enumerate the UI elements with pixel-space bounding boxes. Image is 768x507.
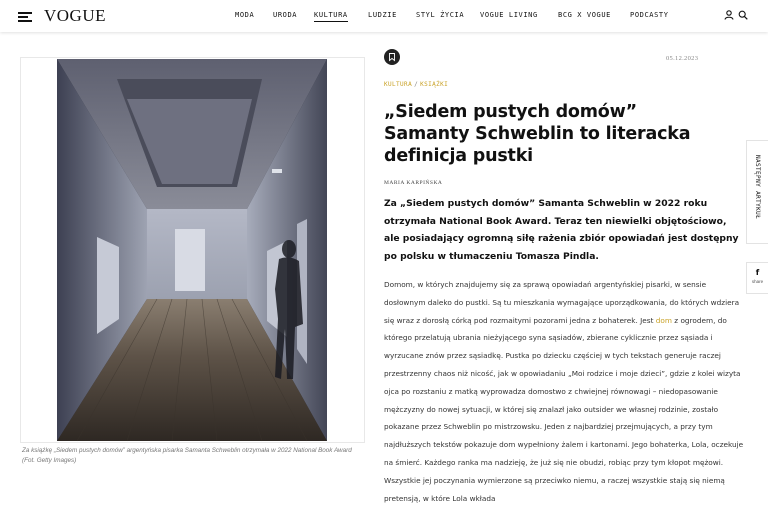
header-icons (724, 10, 748, 20)
bookmark-icon (389, 53, 395, 61)
nav-item-podcasty[interactable]: PODCASTY (630, 11, 669, 19)
bookmark-button[interactable] (384, 49, 400, 65)
user-icon[interactable] (724, 10, 734, 20)
next-article-tab[interactable] (746, 140, 768, 244)
share-label: share (751, 279, 764, 284)
facebook-icon: f (755, 268, 760, 277)
nav-item-uroda[interactable]: URODA (273, 11, 298, 19)
next-article-label: NASTĘPNY ARTYKUŁ (754, 155, 761, 220)
breadcrumb (384, 81, 448, 88)
search-icon[interactable] (738, 10, 748, 20)
body-text-part: z ogrodem, do którego przelatują ubrania nieżyjącego syna sąsiadów, zbierane cyklicznie przez sąsiada i wyrzucane znów przez sąsiadkę. Pustka po dziecku częściej w tych tekstach generuje raczej przestrzenny chaos niż nicość, jak w opowiadaniu „Moi rodzice i moje dzieci”, gdzie z kolei wizyta ojca po rozstaniu z matką wyprowadza domostwo z chwiejnej równowagi – niedopasowanie mężczyzny do nowej sytuacji, w której się znalazł jako outsider we własnej rodzinie, zostało pokazane przez Schweblin po mistrzowsku. Jeden z najbardziej przejmujących, a przy tym najdłuższych tekstów pokazuje dom wypełniony żalem i kartonami. Jego bohaterka, Lola, oczekuje na śmierć. Każdego ranka ma nadzieję, że już się nie obudzi, robiąc przy tym kłopot mężowi. Wszystkie jej poczynania wymierzone są przeciwko niemu, a raczej wszystkie stają się niemą pretensją, w które Lola wkłada (384, 315, 744, 503)
breadcrumb-separator: / (414, 81, 419, 88)
site-logo[interactable]: VOGUE (44, 6, 106, 25)
article-author[interactable]: MARIA KARPIŃSKA (384, 180, 443, 186)
nav-item-bcg-x-vogue[interactable]: BCG X VOGUE (558, 11, 611, 19)
nav-item-moda[interactable]: MODA (235, 11, 255, 19)
publish-date: 05.12.2023 (666, 55, 699, 62)
article-lead: Za „Siedem pustych domów” Samanta Schweblin w 2022 roku otrzymała National Book Award. Teraz ten niewielki objętościowo, ale posiadający ogromną siłę rażenia zbiór opowiadań jest dostępny po polsku w tłumaczeniu Tomasza Pindla. (384, 198, 739, 262)
breadcrumb-ksiazki[interactable]: KSIĄŻKI (420, 81, 449, 88)
share-facebook-button[interactable] (746, 262, 768, 294)
body-text-part: Domom, w których znajdujemy się za sprawą opowiadań argentyńskiej pisarki, w sensie dosłownym daleko do pustki. Są tu mieszkania wymagające uporządkowania, do których wdziera się wraz z dorosłą córką pod rozmaitymi pozorami jedna z bohaterek. Jest (384, 280, 740, 325)
inline-link-dom[interactable]: dom (655, 315, 672, 325)
nav-item-kultura[interactable]: KULTURA (314, 11, 348, 22)
image-caption: Za książkę „Siedem pustych domów” argentyńska pisarka Samanta Schweblin otrzymała w 2022 National Book Award (Fot. Getty Images) (22, 447, 352, 464)
nav-item-styl-zycia[interactable]: STYL ŻYCIA (416, 11, 465, 19)
nav-item-vogue-living[interactable]: VOGUE LIVING (480, 11, 538, 19)
article-title: „Siedem pustych domów” Samanty Schweblin to literacka definicja pustki (384, 102, 691, 166)
site-header (0, 0, 768, 32)
article-body (384, 276, 748, 507)
menu-icon[interactable] (18, 12, 32, 20)
article-photo (57, 59, 327, 441)
breadcrumb-kultura[interactable]: KULTURA (384, 81, 413, 88)
nav-item-ludzie[interactable]: LUDZIE (368, 11, 397, 19)
